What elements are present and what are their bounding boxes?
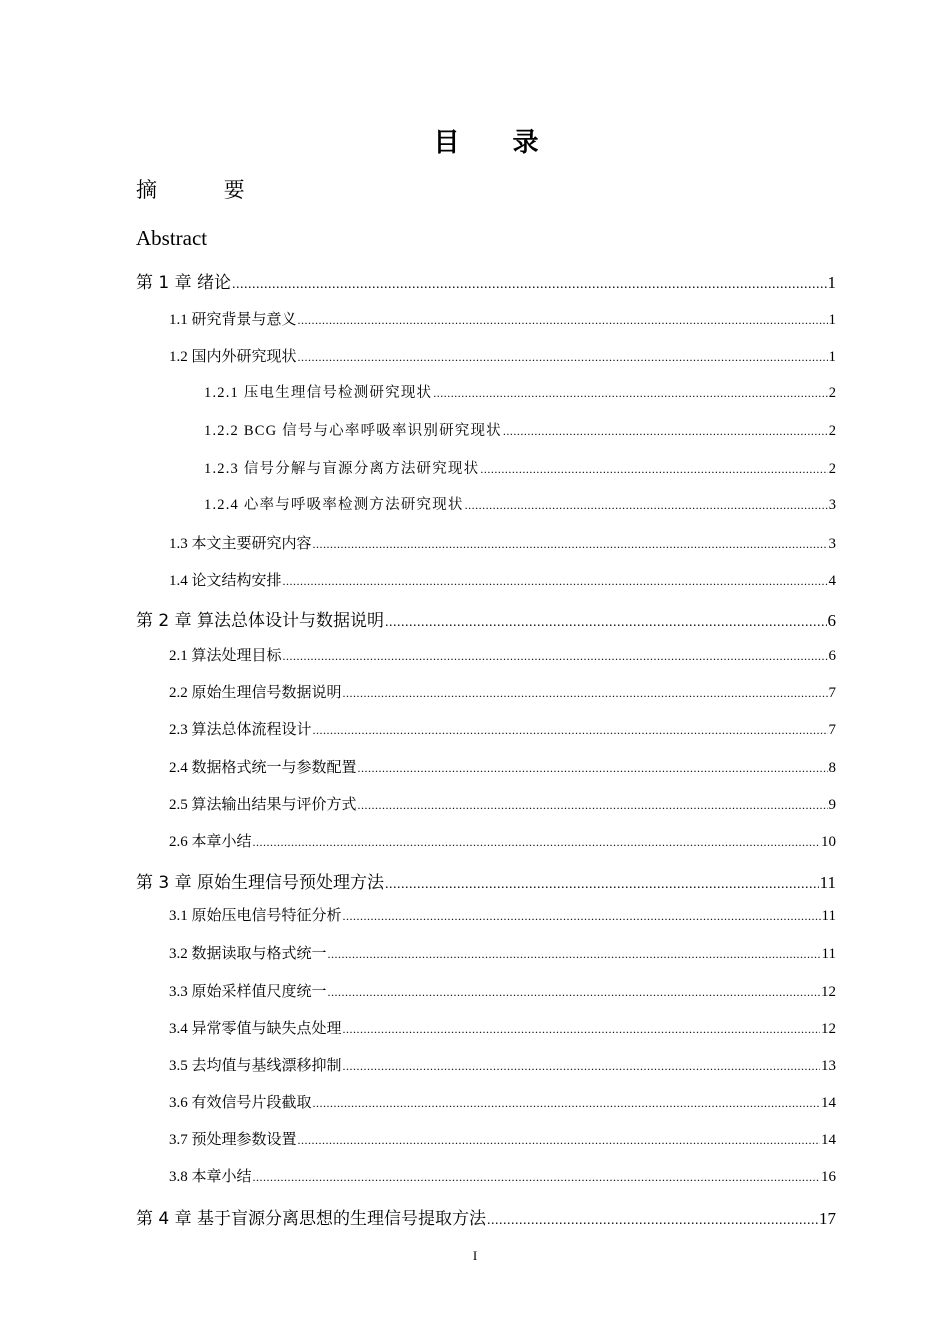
dot-leader (253, 835, 820, 850)
toc-entry-label: 3.6 有效信号片段截取 (169, 1095, 312, 1111)
page-number: I (472, 1248, 478, 1263)
dot-leader (385, 877, 819, 893)
toc-entry-label: 3.4 异常零值与缺失点处理 (169, 1021, 342, 1037)
dot-leader (385, 615, 826, 631)
toc-entry-page-number: 14 (821, 1132, 836, 1148)
dot-leader (313, 1096, 820, 1111)
toc-entry-chapter[interactable] (136, 268, 836, 293)
toc-entry-subsection[interactable] (204, 419, 836, 440)
toc-entry-page-number: 8 (828, 760, 836, 776)
toc-entry-chapter[interactable] (136, 1204, 836, 1229)
dot-leader (480, 462, 827, 477)
dot-leader (283, 649, 828, 664)
toc-title: 目 录 (433, 128, 561, 158)
toc-entry-section[interactable] (169, 1054, 836, 1075)
toc-entry-section[interactable] (169, 1128, 836, 1149)
toc-entry-label: 1.2.1 压电生理信号检测研究现状 (204, 385, 433, 401)
dot-leader (313, 537, 828, 552)
dot-leader (283, 574, 828, 589)
toc-entry-section[interactable] (169, 308, 836, 329)
toc-entry-label: 1.1 研究背景与意义 (169, 312, 297, 328)
toc-entry-page-number: 3 (828, 497, 836, 513)
dot-leader (298, 1133, 820, 1148)
toc-entry-label: 1.4 论文结构安排 (169, 573, 282, 589)
dot-leader (487, 1213, 818, 1229)
toc-entry-page-number: 3 (828, 536, 836, 552)
dot-leader (298, 350, 828, 365)
toc-entry-label: 1.2.4 心率与呼吸率检测方法研究现状 (204, 497, 464, 513)
dot-leader (298, 313, 828, 328)
toc-entry-section[interactable] (169, 1091, 836, 1112)
toc-entry-label: 1.3 本文主要研究内容 (169, 536, 312, 552)
toc-entry-section[interactable] (169, 1017, 836, 1038)
toc-entry-page-number: 1 (828, 312, 836, 328)
dot-leader (343, 1059, 820, 1074)
toc-entry-page-number: 13 (821, 1058, 836, 1074)
toc-entry-page-number: 6 (828, 648, 836, 664)
dot-leader (343, 686, 828, 701)
toc-entry-label: 3.2 数据读取与格式统一 (169, 946, 327, 962)
toc-entry-label: 1.2.3 信号分解与盲源分离方法研究现状 (204, 461, 480, 477)
toc-entry-section[interactable] (169, 718, 836, 739)
toc-entry-page-number: 11 (819, 873, 836, 892)
toc-entry-subsection[interactable] (204, 457, 836, 478)
toc-entry-label: 2.4 数据格式统一与参数配置 (169, 760, 357, 776)
toc-entry-page-number: 12 (821, 984, 836, 1000)
toc-entry-page-number: 11 (821, 946, 836, 962)
dot-leader (313, 723, 828, 738)
toc-entry-label: 1.2 国内外研究现状 (169, 349, 297, 365)
toc-entry-section[interactable] (169, 532, 836, 553)
toc-entry-label: 2.3 算法总体流程设计 (169, 722, 312, 738)
toc-entry-chapter[interactable] (136, 868, 836, 893)
toc-entry-label: 第 4 章 基于盲源分离思想的生理信号提取方法 (136, 1209, 487, 1229)
toc-entry-section[interactable] (169, 830, 836, 851)
dot-leader (328, 947, 821, 962)
toc-entry-label: 3.7 预处理参数设置 (169, 1132, 297, 1148)
toc-entry-section[interactable] (169, 756, 836, 777)
dot-leader (433, 386, 828, 401)
toc-entry-chapter[interactable] (136, 606, 836, 631)
toc-entry-label: 2.6 本章小结 (169, 834, 252, 850)
toc-entry-page-number: 1 (827, 273, 836, 292)
dot-leader (328, 985, 820, 1000)
toc-entry-page-number: 2 (828, 461, 836, 477)
dot-leader (503, 424, 828, 439)
toc-entry-page-number: 17 (819, 1209, 836, 1228)
toc-entry-section[interactable] (169, 644, 836, 665)
toc-entry-section[interactable] (169, 904, 836, 925)
toc-entry-label: 3.1 原始压电信号特征分析 (169, 908, 342, 924)
dot-leader (343, 909, 821, 924)
toc-entry-label: 1.2.2 BCG 信号与心率呼吸率识别研究现状 (204, 423, 502, 439)
toc-entry-section[interactable] (169, 681, 836, 702)
toc-entry-page-number: 7 (828, 722, 836, 738)
dot-leader (358, 761, 828, 776)
toc-entry-page-number: 10 (821, 834, 836, 850)
dot-leader (358, 798, 828, 813)
toc-entry-page-number: 6 (827, 611, 836, 630)
dot-leader (232, 277, 826, 293)
toc-entry-page-number: 2 (828, 423, 836, 439)
toc-entry-page-number: 14 (821, 1095, 836, 1111)
toc-entry-label: 3.5 去均值与基线漂移抑制 (169, 1058, 342, 1074)
toc-entry-label: 3.8 本章小结 (169, 1169, 252, 1185)
toc-entry-page-number: 12 (821, 1021, 836, 1037)
toc-entry-section[interactable] (169, 569, 836, 590)
dot-leader (465, 498, 828, 513)
toc-entry-page-number: 9 (828, 797, 836, 813)
toc-entry-label: 第 3 章 原始生理信号预处理方法 (136, 873, 385, 893)
toc-entry-section[interactable] (169, 980, 836, 1001)
toc-entry-label: 第 2 章 算法总体设计与数据说明 (136, 611, 385, 631)
toc-entry-page-number: 4 (828, 573, 836, 589)
toc-entry-section[interactable] (169, 793, 836, 814)
dot-leader (343, 1022, 820, 1037)
toc-entry-page-number: 2 (828, 385, 836, 401)
toc-entry-label: 3.3 原始采样值尺度统一 (169, 984, 327, 1000)
toc-entry-section[interactable] (169, 345, 836, 366)
abstract-cn-heading[interactable]: 摘 要 (136, 178, 275, 202)
dot-leader (253, 1170, 820, 1185)
toc-entry-page-number: 11 (821, 908, 836, 924)
toc-entry-page-number: 16 (821, 1169, 836, 1185)
toc-entry-subsection[interactable] (204, 381, 836, 402)
toc-entry-subsection[interactable] (204, 493, 836, 514)
toc-entry-label: 2.2 原始生理信号数据说明 (169, 685, 342, 701)
toc-entry-section[interactable] (169, 1165, 836, 1186)
toc-entry-label: 2.5 算法输出结果与评价方式 (169, 797, 357, 813)
toc-entry-label: 第 1 章 绪论 (136, 273, 232, 293)
abstract-en-heading[interactable]: Abstract (136, 226, 208, 250)
toc-entry-section[interactable] (169, 942, 836, 963)
toc-entry-page-number: 7 (828, 685, 836, 701)
toc-entry-label: 2.1 算法处理目标 (169, 648, 282, 664)
toc-entry-page-number: 1 (828, 349, 836, 365)
